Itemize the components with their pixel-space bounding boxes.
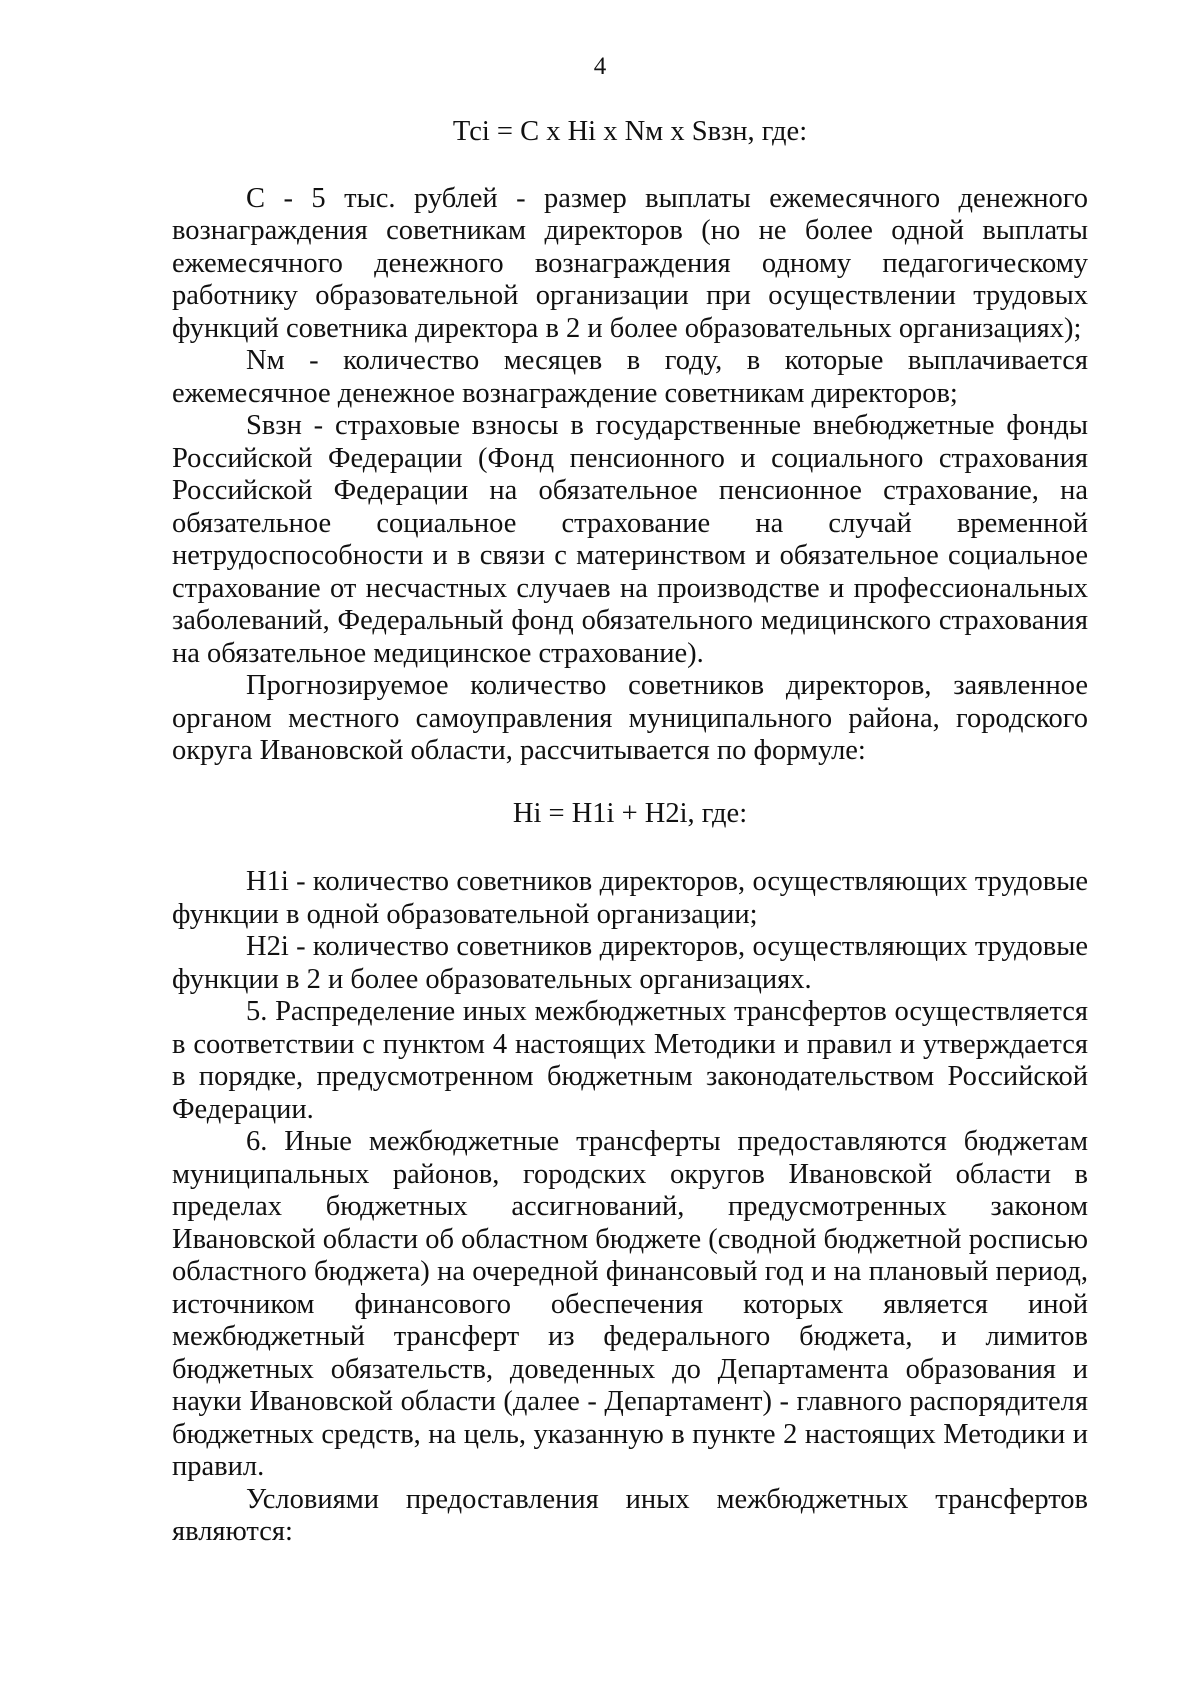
paragraph-n2i-definition: Н2i - количество советников директоров, осуществляющих трудовые функции в 2 и более образовательных организациях. xyxy=(172,931,1088,995)
paragraph-item-6: 6. Иные межбюджетные трансферты предоставляются бюджетам муниципальных районов, городских округов Ивановской области в пределах бюджетных ассигнований, предусмотренных законом Ивановской области об областном бюджете (сводной бюджетной росписью областного бюджета) на очередной финансовый год и на плановый период, источником финансового обеспечения которых является иной межбюджетный трансферт из федерального бюджета, и лимитов бюджетных обязательств, доведенных до Департамента образования и науки Ивановской области (далее - Департамент) - главного распорядителя бюджетных средств, на цель, указанную в пункте 2 настоящих Методики и правил. xyxy=(172,1126,1088,1482)
document-body xyxy=(172,110,1088,1549)
formula-ni: Нi = Н1i + Н2i, где: xyxy=(512,797,748,829)
paragraph-svzn-definition: Sвзн - страховые взносы в государственные внебюджетные фонды Российской Федерации (Фонд пенсионного и социального страхования Российской Федерации на обязательное пенсионное страхование, на обязательное социальное страхование на случай временной нетрудоспособности и в связи с материнством и обязательное социальное страхование от несчастных случаев на производстве и профессиональных заболеваний, Федеральный фонд обязательного медицинского страхования на обязательное медицинское страхование). xyxy=(172,410,1088,669)
paragraph-forecast-intro: Прогнозируемое количество советников директоров, заявленное органом местного самоуправления муниципального района, городского округа Ивановской области, рассчитывается по формуле: xyxy=(172,670,1088,766)
paragraph-conditions: Условиями предоставления иных межбюджетных трансфертов являются: xyxy=(172,1483,1088,1547)
formula-tsi: Тсi = С х Нi х Nм х Sвзн, где: xyxy=(452,116,808,147)
paragraph-item-5: 5. Распределение иных межбюджетных трансфертов осуществляется в соответствии с пунктом 4 настоящих Методики и правил и утверждается в порядке, предусмотренном бюджетным законодательством Российской Федерации. xyxy=(172,996,1088,1125)
paragraph-n1i-definition: Н1i - количество советников директоров, осуществляющих трудовые функции в одной образовательной организации; xyxy=(172,866,1088,930)
page-number: 4 xyxy=(593,53,607,80)
paragraph-c-definition: С - 5 тыс. рублей - размер выплаты ежемесячного денежного вознаграждения советникам директоров (но не более одной выплаты ежемесячного денежного вознаграждения одному педагогическому работнику образовательной организации при осуществлении трудовых функций советника директора в 2 и более образовательных организациях); xyxy=(172,182,1088,344)
paragraph-nm-definition: Nм - количество месяцев в году, в которые выплачивается ежемесячное денежное вознаграждение советникам директоров; xyxy=(172,345,1088,409)
